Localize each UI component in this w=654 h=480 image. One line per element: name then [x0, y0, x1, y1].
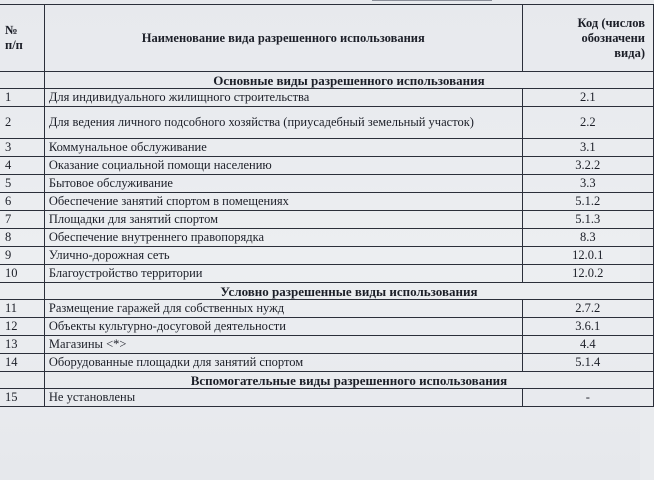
table-row — [0, 89, 654, 107]
row-code: 2.2 — [522, 107, 653, 139]
header-code-line3: вида) — [614, 45, 645, 60]
table-row — [0, 265, 654, 283]
row-number: 13 — [0, 336, 44, 354]
table-row — [0, 354, 654, 372]
row-name: Благоустройство территории — [44, 265, 522, 283]
table-header-row — [0, 5, 654, 72]
header-number-abbr: п/п — [5, 38, 23, 52]
row-code: 4.4 — [522, 336, 653, 354]
row-number: 10 — [0, 265, 44, 283]
row-name: Бытовое обслуживание — [44, 175, 522, 193]
row-code: 12.0.1 — [522, 247, 653, 265]
row-name: Для ведения личного подсобного хозяйства (приусадебный земельный участок) — [44, 107, 522, 139]
table-row — [0, 389, 654, 407]
row-name: Оборудованные площадки для занятий спортом — [44, 354, 522, 372]
table-row — [0, 336, 654, 354]
row-code: 5.1.3 — [522, 211, 653, 229]
section-title: Условно разрешенные виды использования — [44, 283, 653, 300]
row-number: 3 — [0, 139, 44, 157]
row-number: 15 — [0, 389, 44, 407]
row-code: 5.1.2 — [522, 193, 653, 211]
row-code: 2.1 — [522, 89, 653, 107]
row-code: 3.2.2 — [522, 157, 653, 175]
row-code: - — [522, 389, 653, 407]
row-number: 9 — [0, 247, 44, 265]
section-spacer — [0, 72, 44, 89]
section-row — [0, 283, 654, 300]
row-number: 14 — [0, 354, 44, 372]
row-code: 12.0.2 — [522, 265, 653, 283]
row-name: Обеспечение занятий спортом в помещениях — [44, 193, 522, 211]
row-code: 8.3 — [522, 229, 653, 247]
row-number: 5 — [0, 175, 44, 193]
section-row — [0, 72, 654, 89]
table-row — [0, 229, 654, 247]
row-number: 1 — [0, 89, 44, 107]
table-row — [0, 318, 654, 336]
table-row — [0, 157, 654, 175]
row-name: Улично-дорожная сеть — [44, 247, 522, 265]
table-row — [0, 107, 654, 139]
row-code: 3.6.1 — [522, 318, 653, 336]
row-number: 8 — [0, 229, 44, 247]
row-name: Магазины <*> — [44, 336, 522, 354]
row-name: Размещение гаражей для собственных нужд — [44, 300, 522, 318]
row-code: 5.1.4 — [522, 354, 653, 372]
header-name-cell: Наименование вида разрешенного использования — [44, 5, 522, 72]
row-number: 6 — [0, 193, 44, 211]
table-row — [0, 300, 654, 318]
row-name: Коммунальное обслуживание — [44, 139, 522, 157]
row-name: Для индивидуального жилищного строительства — [44, 89, 522, 107]
row-number: 2 — [0, 107, 44, 139]
row-number: 7 — [0, 211, 44, 229]
row-name: Обеспечение внутреннего правопорядка — [44, 229, 522, 247]
row-number: 11 — [0, 300, 44, 318]
header-code-line2: обозначени — [581, 30, 645, 45]
section-title: Вспомогательные виды разрешенного использования — [44, 372, 653, 389]
table-row — [0, 211, 654, 229]
row-code: 3.1 — [522, 139, 653, 157]
row-number: 12 — [0, 318, 44, 336]
section-title: Основные виды разрешенного использования — [44, 72, 653, 89]
row-name: Не установлены — [44, 389, 522, 407]
header-number-sign: № — [5, 23, 18, 37]
section-row — [0, 372, 654, 389]
row-name: Объекты культурно-досуговой деятельности — [44, 318, 522, 336]
header-code-cell — [522, 5, 653, 72]
table-row — [0, 247, 654, 265]
table-row — [0, 193, 654, 211]
permitted-use-table — [0, 4, 654, 407]
row-number: 4 — [0, 157, 44, 175]
header-code-line1: Код (числов — [577, 15, 645, 30]
row-name: Оказание социальной помощи населению — [44, 157, 522, 175]
row-name: Площадки для занятий спортом — [44, 211, 522, 229]
section-spacer — [0, 283, 44, 300]
header-number-cell — [0, 5, 44, 72]
table-row — [0, 139, 654, 157]
row-code: 2.7.2 — [522, 300, 653, 318]
table-row — [0, 175, 654, 193]
section-spacer — [0, 372, 44, 389]
row-code: 3.3 — [522, 175, 653, 193]
